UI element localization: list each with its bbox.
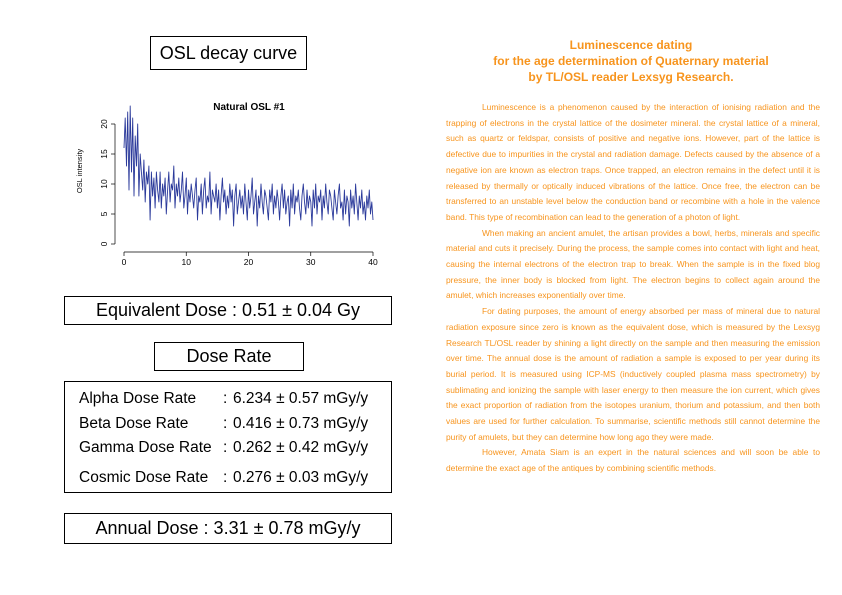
y-tick-label: 20 xyxy=(99,119,109,129)
article-paragraph: However, Amata Siam is an expert in the natural sciences and will soon be able to determine the exact age of the antiques by combining scientific methods. xyxy=(446,447,820,474)
dose-rate-name: Gamma Dose Rate xyxy=(79,439,212,456)
dose-rate-colon: : xyxy=(223,415,228,432)
annual-dose: Annual Dose : 3.31 ± 0.78 mGy/y xyxy=(95,518,361,538)
x-tick-label: 0 xyxy=(121,257,127,267)
x-tick-label: 20 xyxy=(243,257,254,267)
y-tick-label: 15 xyxy=(99,149,109,159)
article-title-line: Luminescence dating xyxy=(569,38,693,52)
dose-rates-box xyxy=(64,381,392,493)
dose-rate-title: Dose Rate xyxy=(186,346,272,366)
series-line-0 xyxy=(124,106,373,226)
equivalent-dose-box xyxy=(64,296,392,325)
osl-title: OSL decay curve xyxy=(159,42,298,63)
dose-rate-colon: : xyxy=(223,469,228,486)
x-tick-label: 10 xyxy=(181,257,191,267)
article-body xyxy=(446,100,820,477)
chart-lines xyxy=(124,106,373,226)
dose-rate-value: 0.276 ± 0.03 mGy/y xyxy=(233,469,369,486)
chart-title: Natural OSL #1 xyxy=(213,102,285,113)
dose-rate-title-box xyxy=(154,342,304,371)
dose-rate-colon: : xyxy=(223,439,228,456)
article-title-line: for the age determination of Quaternary material xyxy=(493,54,769,68)
y-tick-label: 5 xyxy=(99,211,109,217)
article-paragraph: For dating purposes, the amount of energy absorbed per mass of mineral due to natural radiation exposure since zero is known as the equivalent dose, which is measured by the Lexsyg Research TL/OSL reader by shining a light directly on the sample and then measuring the emission over time. The annual dose is the amount of radiation a sample is exposed to per year during its burial period. It is measured using ICP-MS (inductively coupled plasma mass spectrometry) by sublimating and ionizing the sample with laser energy to then measure the ion current, which gives the exact proportion of radiation from the isotopes uranium, thorium and potassium, and then both values are used for further calculation. To summarise, scientific methods still cannot determine the purity of amulets, but they can determine how long ago they were made. xyxy=(446,306,820,442)
article-title-line: by TL/OSL reader Lexsyg Research. xyxy=(528,70,734,84)
article-title xyxy=(432,37,830,85)
annual-dose-box xyxy=(64,513,392,544)
osl-title-box xyxy=(150,36,307,70)
article-paragraph: When making an ancient amulet, the artisan provides a bowl, herbs, minerals and specific material and cuts it precisely. During the process, the sample comes into contact with light and heat, causing the internal electrons of the electron trap to break. When the sample is in the fixed blog pressure, the inner body is blocked from light. The electron begins to collect again around the amulet, which increases exponentially over time. xyxy=(446,227,820,301)
dose-rate-value: 0.262 ± 0.42 mGy/y xyxy=(233,439,369,456)
dose-rate-name: Beta Dose Rate xyxy=(79,415,189,432)
chart-axes xyxy=(99,119,378,267)
dose-rate-value: 6.234 ± 0.57 mGy/y xyxy=(233,390,369,407)
dose-rate-value: 0.416 ± 0.73 mGy/y xyxy=(233,415,369,432)
x-tick-label: 40 xyxy=(368,257,378,267)
y-axis-label: OSL intensity xyxy=(75,148,84,194)
article-paragraph: Luminescence is a phenomenon caused by the interaction of ionising radiation and the trapping of electrons in the crystal lattice of the dosimeter mineral. the crystal lattice of a mineral, such as quartz or feldspar, consists of positive and negative ions. However, part of the lattice is defective due to impurities in the crystal and radiation damage. Defects caused by the absence of a negative ion are known as electron traps. Once trapped, an electron remains in the defect until it is released by thermally or optically induced vibrations of the lattice. Once free, the electron can be transferred to an unstable level below the conduction band or recombine with a hole in the valence band. This type of recombination can lead to the generation of a photon of light. xyxy=(446,102,820,222)
dose-rate-colon: : xyxy=(223,390,228,407)
dose-rate-name: Cosmic Dose Rate xyxy=(79,469,209,486)
osl-chart xyxy=(70,92,388,278)
dose-rate-name: Alpha Dose Rate xyxy=(79,390,197,407)
y-tick-label: 0 xyxy=(99,241,109,247)
x-tick-label: 30 xyxy=(306,257,316,267)
equivalent-dose: Equivalent Dose : 0.51 ± 0.04 Gy xyxy=(95,300,361,320)
y-tick-label: 10 xyxy=(99,179,109,189)
